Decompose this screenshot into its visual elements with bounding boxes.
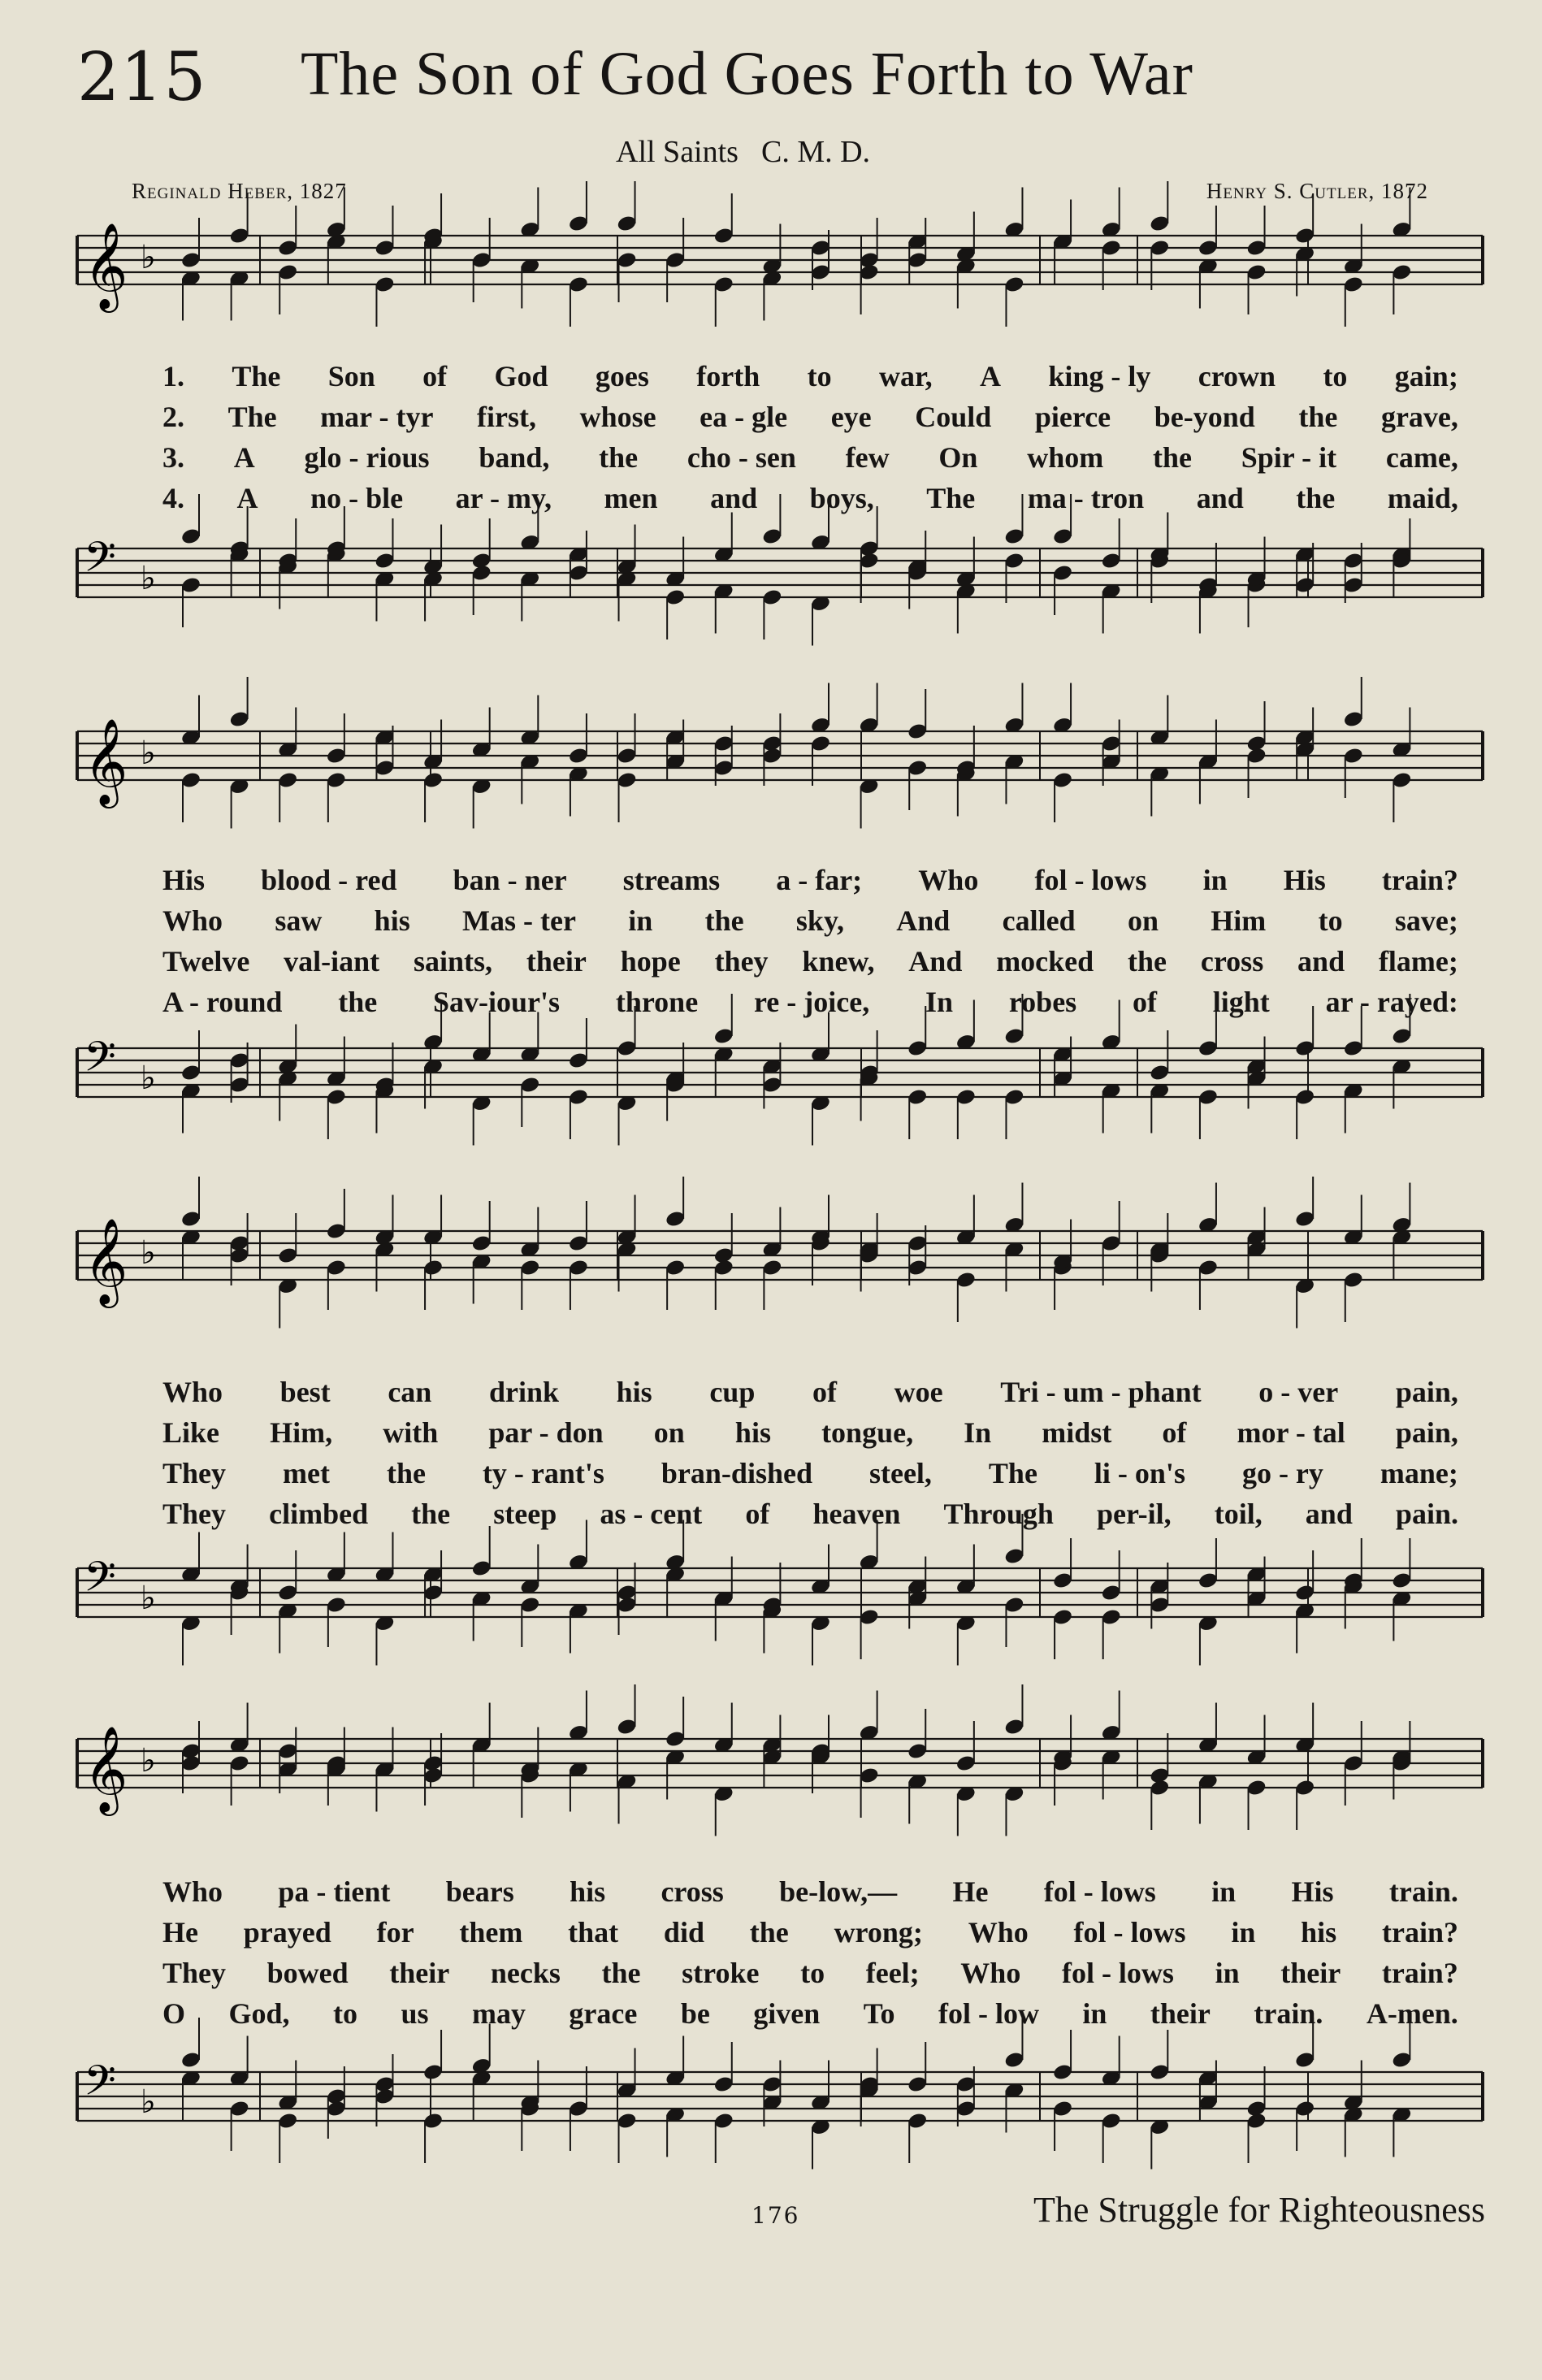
lyric-word: on — [1127, 904, 1159, 937]
lyric-word: blood - red — [261, 864, 397, 896]
system-4-treble-staff — [0, 1723, 1542, 1845]
lyric-word: Through — [943, 1498, 1054, 1530]
lyric-word: streams — [622, 864, 721, 896]
lyric-word: toil, — [1214, 1498, 1263, 1530]
lyric-word: of — [1162, 1416, 1187, 1449]
lyric-word: cross — [1200, 945, 1264, 978]
lyric-word: ma - tron — [1027, 482, 1145, 514]
lyric-word: Who — [968, 1916, 1029, 1949]
lyric-line-4 — [162, 478, 1458, 518]
lyric-word: And — [896, 904, 951, 937]
flat-icon: ♭ — [141, 1742, 156, 1780]
lyric-word: met — [283, 1457, 330, 1489]
lyric-word: The — [926, 482, 976, 514]
lyric-word: A — [236, 482, 258, 514]
lyric-word: mane; — [1380, 1457, 1458, 1489]
lyric-word: of — [745, 1498, 770, 1530]
bass-clef-icon: 𝄢 — [84, 532, 116, 592]
lyric-word: fol - lows — [1034, 864, 1147, 896]
lyric-word: heaven — [812, 1498, 901, 1530]
lyric-word: the — [1153, 441, 1192, 474]
lyric-word: cho - sen — [687, 441, 796, 474]
lyric-word: first, — [477, 401, 536, 433]
lyric-word: on — [653, 1416, 685, 1449]
lyric-word: light — [1212, 986, 1270, 1018]
flat-icon: ♭ — [141, 1580, 156, 1617]
lyric-word: their — [526, 945, 587, 978]
lyric-word: boys, — [809, 482, 874, 514]
system-1-treble-staff — [0, 219, 1542, 341]
lyric-word: knew, — [802, 945, 875, 978]
lyric-word: cup — [709, 1376, 756, 1408]
lyric-word: His — [1291, 1875, 1334, 1908]
lyric-word: ar - rayed: — [1325, 986, 1458, 1018]
lyric-word: par - don — [488, 1416, 604, 1449]
lyric-word: in — [1231, 1916, 1256, 1949]
lyric-word: band, — [479, 441, 550, 474]
flat-icon: ♭ — [141, 735, 156, 772]
lyric-word: God, — [228, 1997, 290, 2030]
composer-credit: Henry S. Cutler, 1872 — [1206, 179, 1428, 203]
lyric-word: the — [386, 1457, 426, 1489]
lyric-line-4 — [162, 1993, 1458, 2034]
lyric-word: us — [401, 1997, 429, 2030]
lyric-word: mor - tal — [1237, 1416, 1345, 1449]
lyric-line-2 — [162, 397, 1458, 437]
lyric-word: 2. — [162, 401, 184, 433]
lyric-word: midst — [1042, 1416, 1112, 1449]
lyric-word: to — [332, 1997, 357, 2030]
lyric-word: mocked — [996, 945, 1094, 978]
lyric-word: per-il, — [1097, 1498, 1172, 1530]
lyric-line-3 — [162, 437, 1458, 478]
lyric-line-2 — [162, 1912, 1458, 1953]
lyric-word: On — [938, 441, 978, 474]
lyric-word: Could — [915, 401, 992, 433]
lyric-line-2 — [162, 900, 1458, 941]
lyric-word: pain, — [1395, 1376, 1458, 1408]
flat-icon: ♭ — [141, 560, 156, 597]
section-title: The Struggle for Righteousness — [1033, 2190, 1485, 2230]
lyric-word: train. — [1254, 1997, 1323, 2030]
lyric-word: Spir - it — [1241, 441, 1337, 474]
lyric-word: war, — [878, 360, 933, 392]
system-2-treble-staff — [0, 715, 1542, 837]
lyric-word: train? — [1382, 1916, 1458, 1949]
lyric-word: eye — [830, 401, 872, 433]
lyric-word: pierce — [1034, 401, 1111, 433]
lyric-word: tongue, — [821, 1416, 914, 1449]
lyric-line-3 — [162, 1953, 1458, 1993]
lyric-word: in — [628, 904, 653, 937]
lyric-word: stroke — [682, 1957, 760, 1989]
lyric-word: wrong; — [834, 1916, 923, 1949]
lyric-word: his — [734, 1416, 771, 1449]
flat-icon: ♭ — [141, 2083, 156, 2121]
treble-clef-icon: 𝄞 — [84, 222, 128, 309]
lyric-word: pain. — [1395, 1498, 1458, 1530]
lyric-word: A - round — [162, 986, 283, 1018]
lyric-word: steep — [493, 1498, 557, 1530]
lyric-word: crown — [1198, 360, 1276, 392]
author-credit: Reginald Heber, 1827 — [132, 179, 347, 203]
system-4-lyrics — [162, 1871, 1458, 2034]
lyric-word: given — [753, 1997, 821, 2030]
lyric-word: king - ly — [1048, 360, 1151, 392]
system-3-lyrics — [162, 1372, 1458, 1534]
lyric-word: forth — [696, 360, 760, 392]
lyric-word: his — [374, 904, 410, 937]
lyric-word: their — [1150, 1997, 1211, 2030]
lyric-word: for — [376, 1916, 414, 1949]
lyric-word: val-iant — [284, 945, 380, 978]
lyric-word: Mas - ter — [462, 904, 576, 937]
system-3-treble-staff — [0, 1215, 1542, 1337]
lyric-word: came, — [1385, 441, 1458, 474]
lyric-word: And — [908, 945, 963, 978]
lyric-word: ty - rant's — [482, 1457, 604, 1489]
system-4-bass-staff — [0, 2031, 1542, 2178]
lyric-word: They — [162, 1457, 227, 1489]
system-2-bass-staff — [0, 1008, 1542, 1154]
lyric-line-1 — [162, 1372, 1458, 1412]
lyric-word: The — [988, 1457, 1037, 1489]
lyric-word: the — [749, 1916, 789, 1949]
lyric-word: as - cent — [600, 1498, 703, 1530]
lyric-line-3 — [162, 941, 1458, 982]
lyric-word: necks — [490, 1957, 561, 1989]
lyric-word: they — [714, 945, 769, 978]
lyric-word: mar - tyr — [320, 401, 434, 433]
lyric-word: and — [1297, 945, 1345, 978]
lyric-word: Him — [1211, 904, 1267, 937]
lyric-word: did — [663, 1916, 704, 1949]
lyric-word: His — [162, 864, 206, 896]
lyric-word: the — [1298, 401, 1338, 433]
lyric-word: 4. — [162, 482, 184, 514]
lyric-word: maid, — [1387, 482, 1458, 514]
system-2-lyrics — [162, 860, 1458, 1022]
lyric-word: Son — [327, 360, 375, 392]
lyric-word: to — [807, 360, 832, 392]
lyric-word: be-yond — [1154, 401, 1255, 433]
lyric-word: to — [800, 1957, 825, 1989]
lyric-word: whose — [579, 401, 656, 433]
lyric-word: robes — [1008, 986, 1077, 1018]
lyric-word: hope — [620, 945, 681, 978]
lyric-word: bowed — [266, 1957, 349, 1989]
lyric-word: pa - tient — [278, 1875, 391, 1908]
lyric-word: ban - ner — [453, 864, 567, 896]
lyric-word: train? — [1381, 1957, 1458, 1989]
bass-clef-icon: 𝄢 — [84, 1032, 116, 1091]
lyric-word: can — [388, 1376, 432, 1408]
lyric-word: gain; — [1394, 360, 1458, 392]
lyric-word: his — [1301, 1916, 1337, 1949]
lyric-word: He — [952, 1875, 989, 1908]
flat-icon: ♭ — [141, 1060, 156, 1097]
lyric-word: their — [1280, 1957, 1341, 1989]
lyric-word: grace — [569, 1997, 638, 2030]
lyric-word: with — [383, 1416, 439, 1449]
lyric-word: A-men. — [1366, 1997, 1458, 2030]
lyric-line-3 — [162, 1453, 1458, 1493]
lyric-word: in — [1215, 1957, 1240, 1989]
lyric-word: His — [1283, 864, 1326, 896]
lyric-word: that — [568, 1916, 619, 1949]
lyric-word: save; — [1394, 904, 1458, 937]
lyric-word: Sav-iour's — [433, 986, 561, 1018]
lyric-word: The — [227, 401, 277, 433]
lyric-word: train. — [1388, 1875, 1458, 1908]
lyric-word: Who — [918, 864, 979, 896]
lyric-word: be-low,— — [779, 1875, 898, 1908]
lyric-line-1 — [162, 860, 1458, 900]
lyric-word: fol - lows — [1043, 1875, 1156, 1908]
lyric-word: bran-dished — [661, 1457, 812, 1489]
lyric-word: O — [162, 1997, 186, 2030]
lyric-word: to — [1318, 904, 1343, 937]
lyric-word: They — [162, 1498, 227, 1530]
lyric-word: steel, — [868, 1457, 932, 1489]
treble-clef-icon: 𝄞 — [84, 717, 128, 804]
lyric-word: ea - gle — [700, 401, 788, 433]
flat-icon: ♭ — [141, 1234, 156, 1272]
page-number: 176 — [752, 2202, 800, 2229]
lyric-word: Tri - um - phant — [1000, 1376, 1202, 1408]
lyric-word: the — [411, 1498, 451, 1530]
lyric-word: ar - my, — [455, 482, 552, 514]
lyric-word: Who — [960, 1957, 1021, 1989]
lyric-word: glo - rious — [304, 441, 430, 474]
lyric-word: cross — [661, 1875, 724, 1908]
system-3-bass-staff — [0, 1528, 1542, 1674]
lyric-word: them — [459, 1916, 523, 1949]
lyric-word: 1. — [162, 360, 184, 392]
lyric-word: the — [599, 441, 639, 474]
lyric-line-2 — [162, 1412, 1458, 1453]
lyric-word: of — [1132, 986, 1157, 1018]
lyric-word: called — [1002, 904, 1076, 937]
hymn-number: 215 — [77, 39, 207, 116]
lyric-word: saw — [275, 904, 323, 937]
lyric-word: his — [570, 1875, 606, 1908]
lyric-line-4 — [162, 982, 1458, 1022]
lyric-word: They — [162, 1957, 227, 1989]
lyric-word: in — [1211, 1875, 1237, 1908]
lyric-word: train? — [1381, 864, 1458, 896]
lyric-word: whom — [1027, 441, 1104, 474]
lyric-word: be — [680, 1997, 710, 2030]
lyric-word: go - ry — [1241, 1457, 1323, 1489]
lyric-word: feel; — [865, 1957, 920, 1989]
lyric-word: A — [979, 360, 1001, 392]
lyric-word: fol - low — [938, 1997, 1039, 2030]
lyric-word: throne — [615, 986, 699, 1018]
lyric-word: the — [1296, 482, 1336, 514]
lyric-word: in — [1202, 864, 1228, 896]
lyric-word: prayed — [243, 1916, 331, 1949]
lyric-word: goes — [595, 360, 649, 392]
lyric-word: li - on's — [1094, 1457, 1185, 1489]
treble-clef-icon: 𝄞 — [84, 1725, 128, 1812]
lyric-word: of — [422, 360, 448, 392]
lyric-word: flame; — [1378, 945, 1458, 978]
lyric-word: in — [1082, 1997, 1107, 2030]
lyric-word: sky, — [795, 904, 844, 937]
lyric-word: men — [604, 482, 658, 514]
lyric-line-4 — [162, 1493, 1458, 1534]
lyric-word: God — [494, 360, 548, 392]
lyric-word: Who — [162, 1875, 223, 1908]
lyric-word: and — [710, 482, 758, 514]
lyric-word: Him, — [270, 1416, 333, 1449]
lyric-word: In — [925, 986, 954, 1018]
lyric-word: few — [845, 441, 890, 474]
lyric-word: fol - lows — [1073, 1916, 1186, 1949]
lyric-word: his — [616, 1376, 652, 1408]
lyric-word: to — [1323, 360, 1348, 392]
lyric-word: woe — [894, 1376, 943, 1408]
lyric-word: drink — [488, 1376, 559, 1408]
lyric-word: pain, — [1395, 1416, 1458, 1449]
meter: C. M. D. — [760, 135, 871, 169]
lyric-word: Like — [162, 1416, 220, 1449]
lyric-word: He — [162, 1916, 198, 1949]
lyric-word: no - ble — [310, 482, 404, 514]
tune-name: All Saints — [616, 135, 739, 169]
tune-line — [616, 134, 870, 170]
lyric-word: the — [601, 1957, 641, 1989]
lyric-line-1 — [162, 356, 1458, 397]
lyric-word: may — [471, 1997, 526, 2030]
lyric-word: fol - lows — [1061, 1957, 1174, 1989]
lyric-word: To — [863, 1997, 895, 2030]
lyric-word: saints, — [414, 945, 493, 978]
flat-icon: ♭ — [141, 239, 156, 276]
lyric-word: bears — [445, 1875, 514, 1908]
bass-clef-icon: 𝄢 — [84, 2056, 116, 2115]
lyric-word: grave, — [1380, 401, 1458, 433]
lyric-word: o - ver — [1258, 1376, 1339, 1408]
lyric-word: climbed — [269, 1498, 369, 1530]
lyric-word: a - far; — [776, 864, 863, 896]
lyric-word: and — [1196, 482, 1244, 514]
lyric-word: In — [964, 1416, 992, 1449]
lyric-word: A — [233, 441, 255, 474]
lyric-word: best — [279, 1376, 331, 1408]
lyric-word: the — [704, 904, 744, 937]
lyric-word: Who — [162, 904, 223, 937]
system-1-bass-staff — [0, 508, 1542, 654]
lyric-word: re - joice, — [753, 986, 870, 1018]
system-1-lyrics — [162, 356, 1458, 518]
treble-clef-icon: 𝄞 — [84, 1217, 128, 1304]
lyric-word: and — [1305, 1498, 1353, 1530]
lyric-word: Who — [162, 1376, 223, 1408]
lyric-word: the — [1128, 945, 1167, 978]
lyric-word: The — [232, 360, 281, 392]
lyric-word: Twelve — [162, 945, 250, 978]
lyric-line-1 — [162, 1871, 1458, 1912]
bass-clef-icon: 𝄢 — [84, 1552, 116, 1611]
lyric-word: 3. — [162, 441, 184, 474]
lyric-word: the — [338, 986, 378, 1018]
hymn-title: The Son of God Goes Forth to War — [301, 40, 1193, 108]
lyric-word: of — [812, 1376, 837, 1408]
lyric-word: their — [389, 1957, 450, 1989]
